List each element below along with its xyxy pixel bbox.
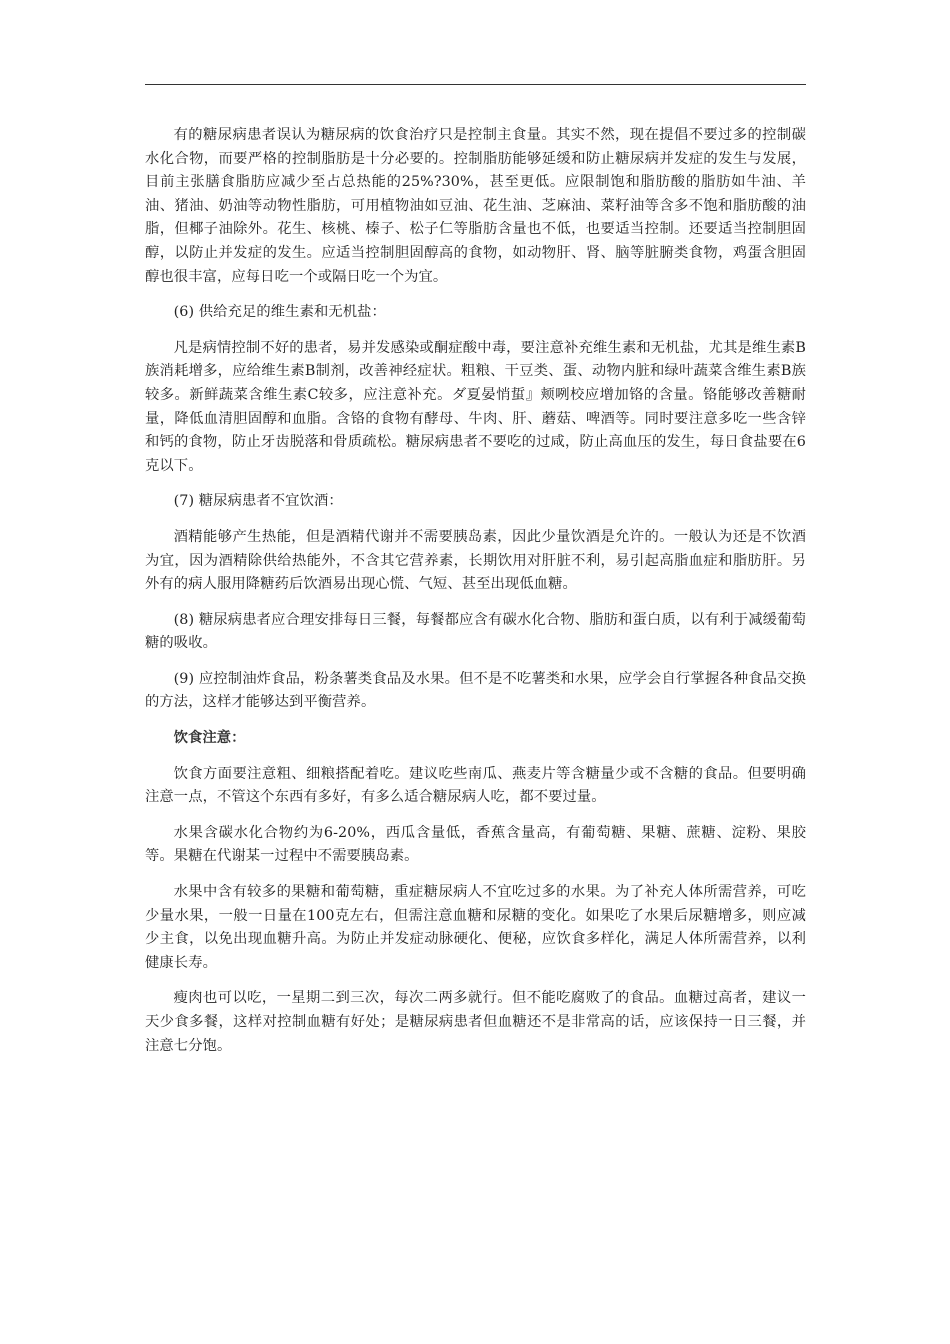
paragraph-alcohol: 酒精能够产生热能，但是酒精代谢并不需要胰岛素，因此少量饮酒是允许的。一般认为还是不饮酒为宜，因为酒精除供给热能外，不含其它营养素，长期饮用对肝脏不利，易引起高脂血症和脂肪肝。另外有的病人服用降糖药后饮酒易出现心慌、气短、甚至出现低血糖。 bbox=[145, 528, 806, 593]
paragraph-vitamins-minerals: 凡是病情控制不好的患者，易并发感染或酮症酸中毒，要注意补充维生素和无机盐，尤其是维生素B族消耗增多，应给维生素B制剂，改善神经症状。粗粮、干豆类、蛋、动物内脏和绿叶蔬菜含维生素B族较多。新鲜蔬菜含维生素C较多，应注意补充。ダ夏晏悄蜇』颊咧校应增加铬的含量。铬能够改善糖耐量，降低血清胆固醇和血脂。含铬的食物有酵母、牛肉、肝、蘑菇、啤酒等。同时要注意多吃一些含锌和钙的食物，防止牙齿脱落和骨质疏松。糖尿病患者不要吃的过咸，防止高血压的发生，每日食盐要在6克以下。 bbox=[145, 339, 806, 474]
paragraph-grains: 饮食方面要注意粗、细粮搭配着吃。建议吃些南瓜、燕麦片等含糖量少或不含糖的食品。但要明确注意一点，不管这个东西有多好，有多么适合糖尿病人吃，都不要过量。 bbox=[145, 765, 806, 806]
header-rule bbox=[145, 84, 806, 85]
paragraph-meat-meals: 瘦肉也可以吃，一星期二到三次，每次二两多就行。但不能吃腐败了的食品。血糖过高者，建议一天少食多餐，这样对控制血糖有好处；是糖尿病患者但血糖还不是非常高的话，应该保持一日三餐，并注意七分饱。 bbox=[145, 990, 806, 1054]
item-7-heading: (7) 糖尿病患者不宜饮酒： bbox=[173, 493, 343, 510]
item-6-heading: (6) 供给充足的维生素和无机盐： bbox=[173, 304, 386, 321]
section-heading-diet-notes: 饮食注意： bbox=[173, 730, 246, 747]
item-9-paragraph: (9) 应控制油炸食品，粉条薯类食品及水果。但不是不吃薯类和水果，应学会自行掌握各种食品交换的方法，这样才能够达到平衡营养。 bbox=[145, 670, 806, 711]
document-body bbox=[145, 124, 806, 1070]
paragraph-fruit-carbs: 水果含碳水化合物约为6-20%，西瓜含量低，香蕉含量高，有葡萄糖、果糖、蔗糖、淀粉、果胶等。果糖在代谢某一过程中不需要胰岛素。 bbox=[145, 824, 806, 865]
paragraph-fat-control: 有的糖尿病患者误认为糖尿病的饮食治疗只是控制主食量。其实不然，现在提倡不要过多的控制碳水化合物，而要严格的控制脂肪是十分必要的。控制脂肪能够延缓和防止糖尿病并发症的发生与发展，目前主张膳食脂肪应减少至占总热能的25%?30%，甚至更低。应限制饱和脂肪酸的脂肪如牛油、羊油、猪油、奶油等动物性脂肪，可用植物油如豆油、花生油、芝麻油、菜籽油等含多不饱和脂肪酸的油脂，但椰子油除外。花生、核桃、榛子、松子仁等脂肪含量也不低，也要适当控制。还要适当控制胆固醇，以防止并发症的发生。应适当控制胆固醇高的食物，如动物肝、肾、脑等脏腑类食物，鸡蛋含胆固醇也很丰富，应每日吃一个或隔日吃一个为宜。 bbox=[145, 127, 806, 285]
item-8-paragraph: (8) 糖尿病患者应合理安排每日三餐，每餐都应含有碳水化合物、脂肪和蛋白质，以有利于减缓葡萄糖的吸收。 bbox=[145, 611, 806, 652]
paragraph-fruit-intake: 水果中含有较多的果糖和葡萄糖，重症糖尿病人不宜吃过多的水果。为了补充人体所需营养，可吃少量水果，一般一日量在100克左右，但需注意血糖和尿糖的变化。如果吃了水果后尿糖增多，则应减少主食，以免出现血糖升高。为防止并发症动脉硬化、便秘，应饮食多样化，满足人体所需营养，以利健康长寿。 bbox=[145, 884, 806, 971]
